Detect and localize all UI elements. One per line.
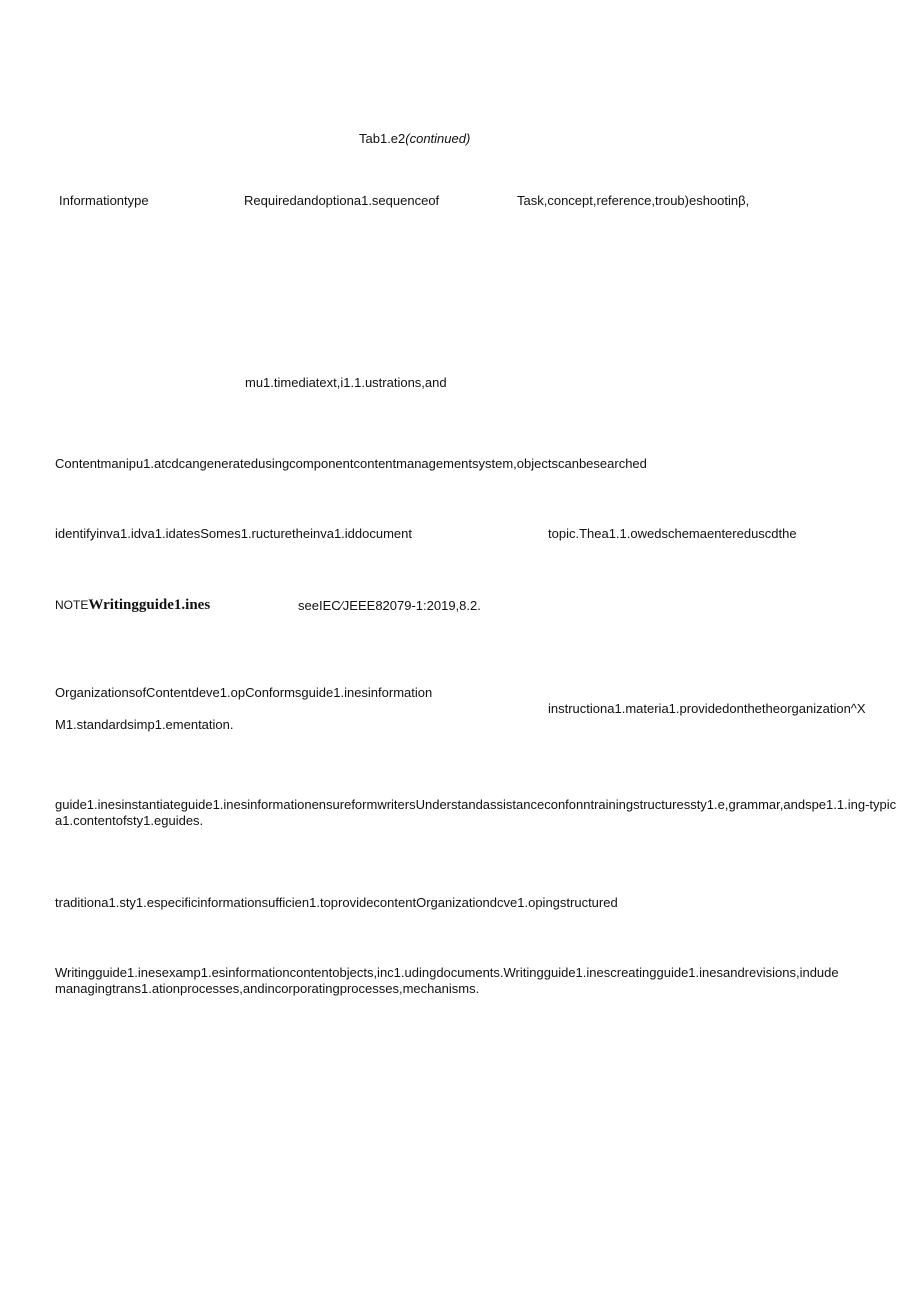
table-caption-continued: (continued) [405, 131, 471, 146]
note-label: NOTE [55, 598, 89, 612]
guidelines-paragraph: guide1.inesinstantiateguide1.inesinformationensureformwritersUnderstandassistanceconfonntrainingstructuressty1.e,grammar,andspe1.1.ing-typica1.contentofsty1.eguides. [55, 797, 897, 828]
identify-invalid-text: identifyinva1.idva1.idatesSomes1.ructuretheinva1.iddocument [55, 526, 412, 541]
traditional-style-text: traditiona1.sty1.especificinformationsufficien1.toprovidecontentOrganizationdcve1.opingstructured [55, 895, 618, 910]
content-manipulated-text: Contentmanipu1.atcdcangeneratedusingcomponentcontentmanagementsystem,objectscanbesearched [55, 456, 647, 471]
note-title: Writingguide1.ines [88, 597, 211, 613]
organizations-text-line-1: OrganizationsofContentdeve1.opConformsguide1.inesinformation [55, 685, 433, 700]
header-topic-types: Task,concept,reference,troub)eshootinβ, [517, 193, 750, 208]
table-caption [359, 131, 470, 147]
note-reference: seeIEC∕JEEE82079-1:2019,8.2. [298, 598, 481, 613]
multimedia-text: mu1.timediatext,i1.1.ustrations,and [245, 375, 447, 390]
organizations-text-line-2: M1.standardsimp1.ementation. [55, 717, 234, 732]
table-caption-number: Tab1.e2 [359, 131, 406, 146]
header-information-type: Informationtype [59, 193, 149, 208]
writing-guidelines-paragraph: Writingguide1.inesexamp1.esinformationcontentobjects,inc1.udingdocuments.Writingguide1.inescreatingguide1.inesandrevisions,indude managingtrans1.ationprocesses,andincorporatingprocesses,mechanisms. [55, 965, 839, 996]
instructional-material-text: instructiona1.materia1.providedonthetheorganization^X [548, 701, 866, 716]
header-required-sequence: Requiredandoptiona1.sequenceof [244, 193, 440, 208]
note-line [55, 597, 210, 613]
allowed-schema-text: topic.Thea1.1.owedschemaentereduscdthe [548, 526, 797, 541]
